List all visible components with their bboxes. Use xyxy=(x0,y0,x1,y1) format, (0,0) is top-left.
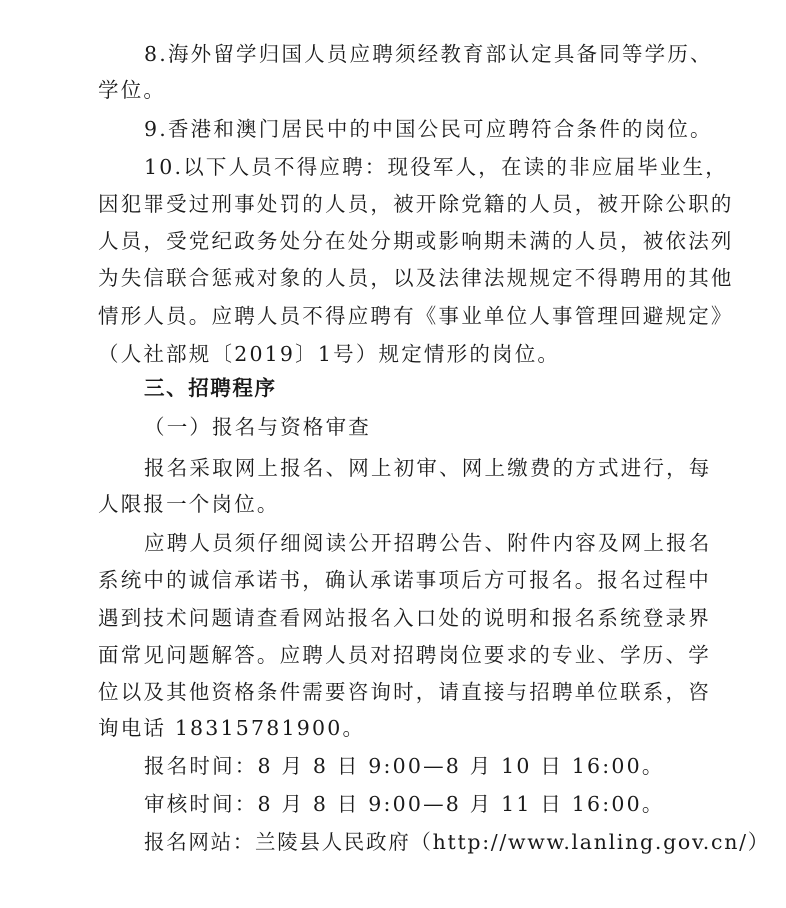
registration-para-2-line-4: 面常见问题解答。应聘人员对招聘岗位要求的专业、学历、学 xyxy=(98,643,711,667)
subsection-heading-registration: （一）报名与资格审查 xyxy=(144,415,371,439)
item-9-line: 9.香港和澳门居民中的中国公民可应聘符合条件的岗位。 xyxy=(144,117,713,141)
item-10-line-2: 因犯罪受过刑事处罚的人员，被开除党籍的人员，被开除公职的 xyxy=(98,192,734,216)
registration-para-2-line-5: 位以及其他资格条件需要咨询时，请直接与招聘单位联系，咨 xyxy=(98,680,711,704)
item-10-line-5: 情形人员。应聘人员不得应聘有《事业单位人事管理回避规定》 xyxy=(98,304,734,328)
registration-para-1-line-2: 人限报一个岗位。 xyxy=(98,492,280,516)
review-time: 审核时间：8 月 8 日 9:00—8 月 11 日 16:00。 xyxy=(144,792,665,816)
item-10-line-4: 为失信联合惩戒对象的人员，以及法律法规规定不得聘用的其他 xyxy=(98,266,734,290)
item-10-line-1: 10.以下人员不得应聘：现役军人，在读的非应届毕业生， xyxy=(144,155,729,179)
section-heading-recruitment-procedure: 三、招聘程序 xyxy=(144,376,277,400)
item-8-line-2: 学位。 xyxy=(98,78,167,102)
registration-para-2-line-2: 系统中的诚信承诺书，确认承诺事项后方可报名。报名过程中 xyxy=(98,568,711,592)
item-8-line-1: 8.海外留学归国人员应聘须经教育部认定具备同等学历、 xyxy=(144,42,713,66)
registration-para-2-line-3: 遇到技术问题请查看网站报名入口处的说明和报名系统登录界 xyxy=(98,606,711,630)
registration-time: 报名时间：8 月 8 日 9:00—8 月 10 日 16:00。 xyxy=(144,754,665,778)
registration-website: 报名网站：兰陵县人民政府（http://www.lanling.gov.cn/） xyxy=(144,830,770,854)
registration-para-1-line-1: 报名采取网上报名、网上初审、网上缴费的方式进行，每 xyxy=(144,456,712,480)
registration-para-2-line-6: 询电话 18315781900。 xyxy=(98,716,366,740)
item-10-line-6: （人社部规〔2019〕1号）规定情形的岗位。 xyxy=(98,342,561,366)
item-10-line-3: 人员，受党纪政务处分在处分期或影响期未满的人员，被依法列 xyxy=(98,229,734,253)
registration-para-2-line-1: 应聘人员须仔细阅读公开招聘公告、附件内容及网上报名 xyxy=(144,531,712,555)
